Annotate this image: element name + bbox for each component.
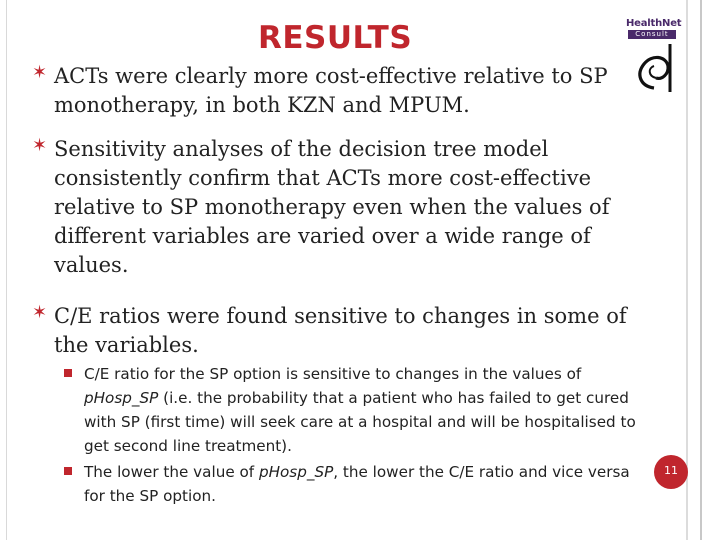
bullet-text-2: [54, 135, 664, 280]
sub-bullet-1-pre: C/E ratio for the SP option is sensitive to changes in the values of: [84, 365, 582, 383]
bullet-1-line-1: ACTs were clearly more cost-effective relative to SP: [54, 64, 608, 88]
bullet-2-line-1: Sensitivity analyses of the decision tree model: [54, 137, 549, 161]
right-border-line-outer: [700, 0, 702, 540]
sub-bullet-square-icon: [64, 467, 72, 475]
bullet-text-3: [54, 302, 664, 360]
sub-bullet-1-variable: pHosp_SP: [84, 389, 159, 407]
right-border-line: [686, 0, 688, 540]
sub-bullet-square-icon: [64, 369, 72, 377]
sub-bullet-text-1: [84, 362, 664, 458]
bullet-text-1: [54, 62, 664, 120]
bullet-1-line-2: monotherapy, in both KZN and MPUM.: [54, 93, 470, 117]
bullet-2-line-4: different variables are varied over a wide range of: [54, 224, 591, 248]
bullet-3-line-1: C/E ratios were found sensitive to changes in some of: [54, 304, 627, 328]
page-number-badge: 11: [654, 455, 688, 489]
logo-name: HealthNet: [626, 18, 682, 29]
slide-title: RESULTS: [258, 20, 413, 56]
logo-subtitle: Consult: [628, 30, 676, 39]
left-border-line: [6, 0, 7, 540]
sub-bullet-2-variable: pHosp_SP: [258, 463, 334, 481]
bullet-star-icon: ✶: [32, 62, 48, 83]
sub-bullet-2-pre: The lower the value of: [84, 463, 259, 481]
sub-bullet-text-2: [84, 460, 654, 508]
bullet-star-icon: ✶: [32, 302, 48, 323]
sub-bullet-2-post: , the lower the C/E ratio and vice versa for the SP option.: [84, 463, 630, 505]
bullet-2-line-5: values.: [54, 253, 129, 277]
bullet-2-line-3: relative to SP monotherapy even when the values of: [54, 195, 610, 219]
bullet-2-line-2: consistently confirm that ACTs more cost-effective: [54, 166, 592, 190]
sub-bullet-1-post: (i.e. the probability that a patient who has failed to get cured with SP (first time) will seek care at a hospital and will be hospitalised to get second line treatment).: [84, 389, 636, 455]
bullet-star-icon: ✶: [32, 135, 48, 156]
bullet-3-line-2: the variables.: [54, 333, 199, 357]
